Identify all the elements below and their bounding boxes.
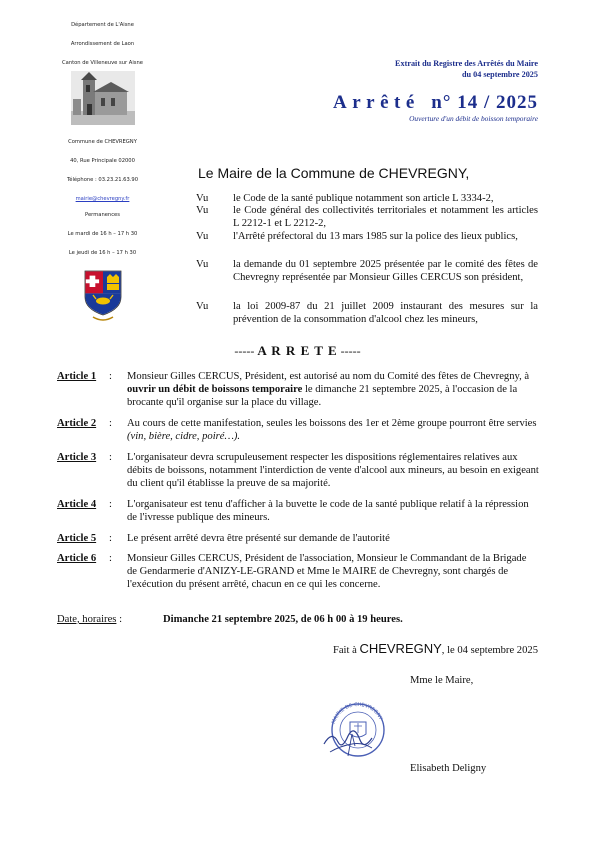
address: 40, Rue Principale 02000 <box>70 157 135 164</box>
article-4: Article 4 : L'organisateur est tenu d'afficher à la buvette le code de la santé publique relatif à la répression de l'ivresse publique des mineurs. <box>57 499 529 523</box>
maire-line: Le Maire de la Commune de CHEVREGNY, <box>198 165 470 181</box>
svg-text:MAIRIE DE CHEVREGNY: MAIRIE DE CHEVREGNY <box>330 701 384 725</box>
signatory-name: Elisabeth Deligny <box>410 763 487 774</box>
church-photo <box>71 71 135 125</box>
commune: Commune de CHEVREGNY <box>68 138 137 145</box>
vu-item: Vu l'Arrêté préfectoral du 13 mars 1985 sur la police des lieux publics, <box>196 231 518 242</box>
header-block <box>333 58 538 123</box>
article-6: Article 6 : Monsieur Gilles CERCUS, Président de l'association, Monsieur le Commandant de la Brigade de Gendarmerie d'ANIZY-LE-GRAND et Mme le MAIRE de Chevregny, sont chargés de l'exécution du présent arrêté, chacun en ce qui les concerne. <box>57 553 527 590</box>
registry-extract-line1: Extrait du Registre des Arrêtés du Maire <box>395 59 538 68</box>
article-5: Article 5 : Le présent arrêté devra être présenté sur demande de l'autorité <box>57 533 390 544</box>
article-2: Article 2 : Au cours de cette manifestation, seules les boissons des 1er et 2ème groupe pourront être servies (vin, bière, cidre, poiré…). <box>57 418 537 442</box>
permanences-label: Permanences <box>85 211 120 218</box>
phone: Téléphone : 03.23.21.63.90 <box>67 177 138 184</box>
vu-item: Vu le Code général des collectivités territoriales et notamment les articles L 2212-1 et L 2212-2, <box>196 205 538 229</box>
fait-a-line: Fait à CHEVREGNY, le 04 septembre 2025 <box>332 641 538 656</box>
arrondissement: Arrondissement de Laon <box>70 41 135 48</box>
hours-tuesday: Le mardi de 16 h – 17 h 30 <box>67 230 138 237</box>
title-number: n° 14 / 2025 <box>431 92 538 113</box>
article-1: Article 1 : Monsieur Gilles CERCUS, Président, est autorisé au nom du Comité des fêtes de Chevregny, à ouvrir un débit de boissons temporaire le dimanche 21 septembre 2025, à l'occasion de la brocante qu'il organise sur la place du village. <box>57 371 530 408</box>
title-word: Arrêté <box>333 92 420 113</box>
coat-of-arms-icon <box>83 269 123 323</box>
page-subtitle: Ouverture d'un débit de boisson temporaire <box>409 114 538 123</box>
sidebar <box>40 22 165 323</box>
article-3: Article 3 : L'organisateur devra scrupuleusement respecter les dispositions réglementaires relatives aux débits de boissons, notamment l'interdiction de vente d'alcool aux mineurs, au besoin en exigeant du client qu'il établisse la preuve de sa majorité. <box>57 452 539 489</box>
arrete-heading: ----- A R R E T E ----- <box>234 343 361 358</box>
departement: Département de L'Aisne <box>71 22 134 28</box>
canton: Canton de Villeneuve sur Aisne <box>62 60 143 67</box>
vu-item: Vu la demande du 01 septembre 2025 présentée par le comité des fêtes de Chevregny représentée par Monsieur Gilles CERCUS son président, <box>196 259 538 283</box>
email-link[interactable]: mairie@chevregny.fr <box>75 196 130 203</box>
official-stamp-icon <box>318 696 398 766</box>
registry-extract-line2: du 04 septembre 2025 <box>461 70 538 80</box>
vu-item: Vu la loi 2009-87 du 21 juillet 2009 instaurant des mesures sur la prévention de la consommation d'alcool chez les mineurs, <box>196 301 538 325</box>
date-hours: Date, horaires : Dimanche 21 septembre 2025, de 06 h 00 à 19 heures. <box>57 614 403 625</box>
vu-item: Vu le Code de la santé publique notamment son article L 3334-2, <box>196 193 494 204</box>
page-title <box>333 92 538 114</box>
signatory-role: Mme le Maire, <box>410 675 474 686</box>
hours-thursday: Le jeudi de 16 h – 17 h 30 <box>68 250 137 257</box>
